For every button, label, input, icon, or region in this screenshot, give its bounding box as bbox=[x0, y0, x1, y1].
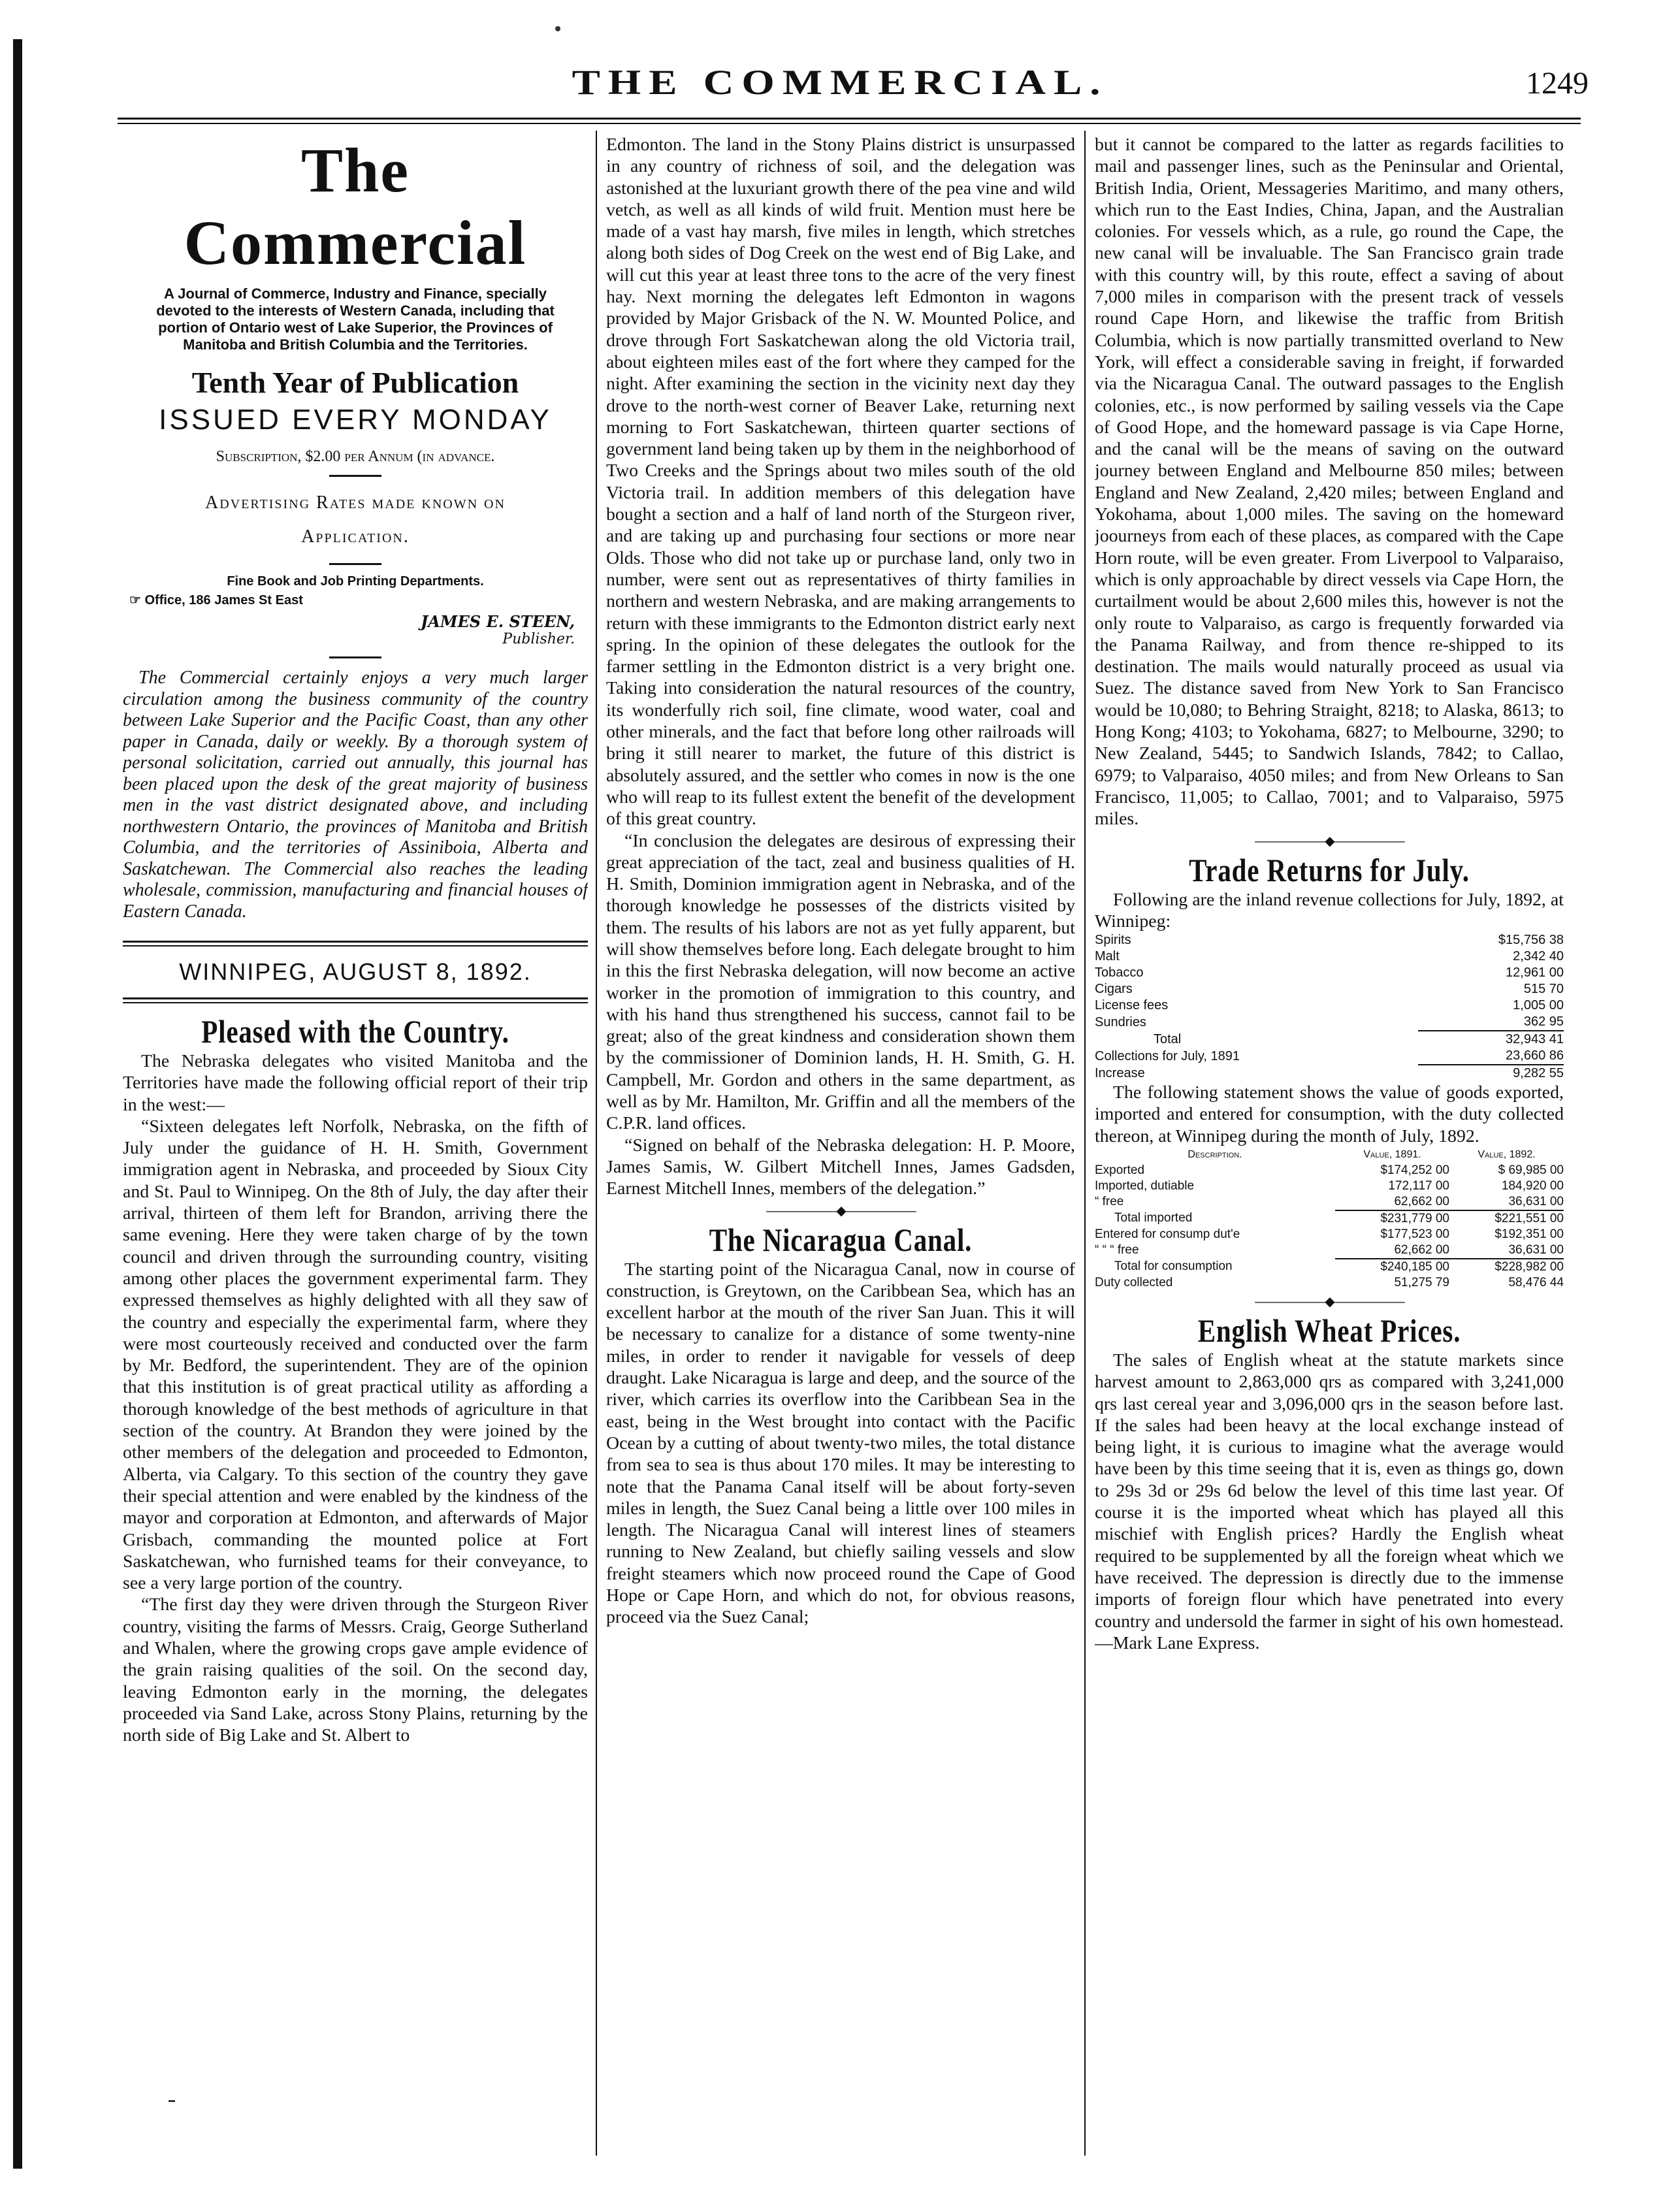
table-row bbox=[1095, 932, 1564, 948]
row-label: “ free bbox=[1095, 1195, 1124, 1209]
row-label: Entered for consump dut'e bbox=[1095, 1227, 1240, 1241]
headline-pleased: Pleased with the Country. bbox=[201, 1013, 509, 1050]
masthead-title: The Commercial bbox=[184, 135, 527, 278]
headline-wheat: English Wheat Prices. bbox=[1197, 1312, 1461, 1349]
article-pleased bbox=[123, 1050, 588, 1747]
revenue-table bbox=[1095, 932, 1564, 1082]
publisher-role: Publisher. bbox=[502, 631, 575, 647]
paragraph: The sales of English wheat at the statute markets since harvest amount to 2,863,000 qrs as compared with 3,241,000 qrs last cereal year and 3,096,000 qrs in the season before last. If the sales had been heavy at the local exchange instead of being light, it is curious to imagine what the average would have been by this time seeing that it is, even as things go, down to 29s 3d or 29s 6d below the level of this time last year. Of course it is the imported wheat which has played all this mischief with English prices? Hardly the English wheat required to be supplemented by all the foreign wheat which we have received. The depression is directly due to the immense imports of foreign flour which have penetrated into every country and undersold the farmer in sight of his own homestead.—Mark Lane Express. bbox=[1095, 1350, 1564, 1653]
duty-row bbox=[1095, 1275, 1564, 1291]
row-label: Total imported bbox=[1114, 1211, 1193, 1225]
total-row bbox=[1095, 1031, 1564, 1048]
running-title: THE COMMERCIAL. bbox=[572, 63, 1108, 102]
statement-header-row bbox=[1095, 1147, 1564, 1163]
row-value: 12,961 00 bbox=[1506, 965, 1564, 980]
advertising-line-1: Advertising Rates made known on bbox=[205, 493, 506, 513]
table-row bbox=[1095, 1163, 1564, 1178]
row-label: License fees bbox=[1095, 998, 1169, 1013]
paragraph: “Sixteen delegates left Norfolk, Nebraska, on the fifth of July under the guidance of H. H. Smith, Government immigration agent in Nebraska, and proceeded by Sioux City and St. Paul to Winnipeg. On the 8th of July, the day after their arrival, thirteen of them left for Brandon, arriving there the same evening. Here they were taken charge of by the town council and driven through the surrounding country, visiting among other places the government experimental farm. They expressed themselves as highly delighted with all they saw of the country and especially the experimental farm, where they were most courteously received and conducted over the farm by Mr. Bedford, the superintendent. They are of the opinion that this institution is of great practical utility as affording a thorough knowledge of the best methods of agriculture in that section of the country. At Brandon they were joined by the other members of the delegation and proceeded to Edmonton, Alberta, via Calgary. To this section of the country they gave their special attention and were enabled by the kindness of the mayor and corporation at Edmonton, and afterwards of Major Grisbach, commanding the mounted police at Fort Saskatchewan, who furnished teams for their conveyance, to see a very large portion of the country. bbox=[123, 1116, 588, 1594]
prev-row bbox=[1095, 1048, 1564, 1065]
article-wheat bbox=[1095, 1350, 1564, 1654]
row-label: Malt bbox=[1095, 949, 1120, 964]
tenth-year-line: Tenth Year of Publication bbox=[191, 366, 519, 399]
paragraph: Following are the inland revenue collections for July, 1892, at Winnipeg: bbox=[1095, 889, 1564, 931]
statement-intro bbox=[1095, 1082, 1564, 1147]
trade-intro bbox=[1095, 889, 1564, 933]
row-value: $15,756 38 bbox=[1498, 933, 1564, 948]
dateline-rule bbox=[123, 997, 588, 999]
table-row bbox=[1095, 1242, 1564, 1259]
column-2 bbox=[606, 134, 1075, 2178]
value-1891: 172,117 00 bbox=[1388, 1178, 1449, 1193]
column-1 bbox=[123, 134, 588, 2178]
headline-nicaragua: The Nicaragua Canal. bbox=[709, 1221, 973, 1258]
value-1891: $174,252 00 bbox=[1380, 1163, 1449, 1177]
pointing-hand-icon: ☞ bbox=[129, 593, 141, 607]
value-1892: $228,982 00 bbox=[1449, 1259, 1564, 1275]
dateline-rule-thin bbox=[123, 1002, 588, 1003]
paragraph: “Signed on behalf of the Nebraska delegation: H. P. Moore, James Samis, W. Gilbert Mitchell Innes, James Gadsden, Earnest Mitchell Innes, members of the delegation.” bbox=[606, 1135, 1075, 1199]
dateline-rule-thin bbox=[123, 945, 588, 947]
paragraph: but it cannot be compared to the latter as regards facilities to mail and passenger lines, such as the Peninsular and Oriental, British India, Orient, Messageries Maritimo, and many others, which run to the East Indies, China, Japan, and the Australian colonies. For vessels which, as a rule, go round the Cape, the new canal will be invaluable. The San Francisco grain trade with this country will, by this route, effect a saving of about 7,000 miles in comparison with the present track of vessels round Cape Horn, and likewise the traffic from British Columbia, which is now partially transmitted overland to New York, will effect a considerable saving in freight, if forwarded via the Nicaragua Canal. The outward passages to the English colonies, etc., is now performed by sailing vessels via the Cape of Good Hope, and the homeward passage is via Cape Horne, and the canal will be the means of saving on the outward journey between England and Melbourne 850 miles; between England and New Zealand, 2,420 miles; between England and Yokohama, about 1,000 miles. The saving on the homeward joourneys from each of these places, as compared with the Cape Horn route, will be even greater. From Liverpool to Valparaiso, which is only approachable by direct vessels via Cape Horn, the curtailment would be about 2,600 miles this, however is not the only route to Valparaiso, as cargo is frequently forwarded via the Panama Railway, and from thence re-shipped to its destination. The mails would naturally proceed as usual via Suez. The distance saved from New York to San Francisco would be 10,080; to Behring Straight, 8218; to Alaska, 8613; to Hong Kong; 4103; to Yokohama, 6827; to Melbourne, 3290; to New Zealand, 5445; to Sandwich Islands, 7842; to Callao, 6979; to Valparaiso, 4050 miles; and from New Orleans to San Francisco, 11,005; to Callao, 7001; and to Valparaiso, 5975 miles. bbox=[1095, 135, 1564, 830]
row-value: 2,342 40 bbox=[1513, 949, 1564, 964]
row-value: 362 95 bbox=[1523, 1014, 1564, 1029]
speck bbox=[555, 26, 560, 31]
value-1891: 62,662 00 bbox=[1394, 1194, 1449, 1208]
section-ornament: ——————◆—————— bbox=[1254, 832, 1404, 849]
increase-value: 9,282 55 bbox=[1418, 1065, 1564, 1082]
prev-value: 23,660 86 bbox=[1506, 1048, 1564, 1063]
value-1892: $221,551 00 bbox=[1449, 1210, 1564, 1227]
row-label: Tobacco bbox=[1095, 965, 1144, 980]
speck bbox=[169, 2100, 175, 2102]
value-1891: 62,662 00 bbox=[1394, 1242, 1449, 1257]
article-nicaragua-continued bbox=[1095, 134, 1564, 830]
section-ornament: ——————◆—————— bbox=[1254, 1293, 1404, 1309]
table-row bbox=[1095, 948, 1564, 965]
value-1891: $240,185 00 bbox=[1335, 1259, 1449, 1275]
row-label: Sundries bbox=[1095, 1014, 1146, 1029]
office-address: Office, 186 James St East bbox=[144, 593, 303, 607]
subscription-line: Subscription, $2.00 per Annum (in advance. bbox=[216, 448, 495, 465]
value-1892: 184,920 00 bbox=[1501, 1178, 1564, 1193]
column-header: Value, 1892. bbox=[1478, 1148, 1536, 1160]
table-row bbox=[1095, 1194, 1564, 1210]
short-rule bbox=[329, 563, 381, 565]
row-label: Spirits bbox=[1095, 933, 1131, 948]
table-row bbox=[1095, 981, 1564, 997]
table-row bbox=[1095, 1178, 1564, 1194]
value-1891: $231,779 00 bbox=[1335, 1210, 1449, 1227]
value-1891: $177,523 00 bbox=[1380, 1227, 1449, 1241]
paragraph: The Nebraska delegates who visited Manitoba and the Territories have made the following official report of their trip in the west:— bbox=[123, 1051, 588, 1115]
paragraph: “In conclusion the delegates are desirous of expressing their great appreciation of the tact, zeal and business qualities of H. H. Smith, Dominion immigration agent in Nebraska, and of the thorough knowledge he possesses of the districts visited by them. The results of his labors are not as yet fully apparent, but will show themselves before long. Each delegate brought to him in this the first Nebraska delegation, will now become an active worker in the promotion of immigration to this country, and with his hand thus strengthened his success, cannot fail to be great; also of the great kindness and consideration shown them by the commissioner of Dominion lands, H. H. Smith, G. H. Campbell, Mr. Gordon and others in the same department, as well as by Mr. Hamilton, Mr. Griffin and all the members of the C.P.R. land offices. bbox=[606, 830, 1075, 1134]
row-label: Exported bbox=[1095, 1163, 1145, 1177]
dateline-rule bbox=[123, 941, 588, 943]
table-row bbox=[1095, 997, 1564, 1014]
increase-row bbox=[1095, 1065, 1564, 1082]
paragraph: The following statement shows the value of goods exported, imported and entered for consumption, with the duty collected thereon, at Winnipeg during the month of July, 1892. bbox=[1095, 1082, 1564, 1146]
row-value: 515 70 bbox=[1523, 982, 1564, 997]
column-divider-2 bbox=[1084, 131, 1086, 2156]
row-label: “ “ “ free bbox=[1095, 1243, 1139, 1257]
issued-line: ISSUED EVERY MONDAY bbox=[159, 404, 552, 436]
short-rule bbox=[329, 656, 381, 658]
value-1892: 58,476 44 bbox=[1508, 1275, 1564, 1289]
column-divider-1 bbox=[596, 131, 597, 2156]
column-header: Description. bbox=[1187, 1148, 1242, 1160]
table-row bbox=[1095, 1014, 1564, 1031]
header-rule-thin bbox=[118, 123, 1581, 124]
section-ornament: ——————◆—————— bbox=[766, 1202, 916, 1218]
row-label: Duty collected bbox=[1095, 1275, 1173, 1289]
article-pleased-continued bbox=[606, 134, 1075, 1200]
publisher-name: JAMES E. STEEN, bbox=[420, 612, 575, 631]
value-1891: 51,275 79 bbox=[1394, 1275, 1449, 1289]
increase-label: Increase bbox=[1095, 1065, 1145, 1080]
value-1892: 36,631 00 bbox=[1508, 1242, 1564, 1257]
total-value: 32,943 41 bbox=[1418, 1031, 1564, 1048]
total-consumption-row bbox=[1095, 1259, 1564, 1275]
column-3 bbox=[1095, 134, 1564, 2178]
printing-line: Fine Book and Job Printing Departments. bbox=[227, 574, 484, 589]
circulation-notice: The Commercial certainly enjoys a very much larger circulation among the business community of the country between Lake Superior and the Pacific Coast, than any other paper in Canada, daily or weekly. By a thorough system of personal solicitation, carried out annually, this journal has been placed upon the desk of the great majority of business men in the vast district designated above, and including northwestern Ontario, the provinces of Manitoba and British Columbia, and the territories of Assiniboia, Alberta and Saskatchewan. The Commercial also reaches the leading wholesale, commission, manufacturing and financial houses of Eastern Canada. bbox=[123, 668, 588, 922]
paragraph: Edmonton. The land in the Stony Plains district is unsurpassed in any country of richness of soil, and the delegation was astonished at the luxuriant growth there of the pea vine and wild vetch, as well as all kinds of wild fruit. Mention must here be made of a vast hay marsh, five miles in length, which stretches along both sides of Dog Creek on the west end of Big Lake, and will cut this year at least three tons to the acre of the very finest hay. Next morning the delegates left Edmonton in wagons provided by Major Grisback of the N. W. Mounted Police, and drove through Fort Saskatchewan along the old Victoria trail, about eighteen miles east of the fort where they camped for the night. After examining the section in the vicinity next day they drove to the north-west corner of Beaver Lake, returning next morning to Fort Saskatchewan, thirteen quarter sections of government land being taken up by them in the neighborhood of Two Creeks and the Springs about two miles south of the old Victoria trail. In addition members of this delegation have bought a section and a half of land north of the Sturgeon river, and are taking up and purchasing four sections or more near Olds. Those who did not take up or purchase land, only two in number, were sent out as representatives of thirty families in northern and western Nebraska, and are making arrangements to return with these immigrants to the Edmonton district early next spring. In the opinion of these delegates the outlook for the farmer settling in the Edmonton district is a very bright one. Taking into consideration the natural resources of the country, its wonderfully rich soil, fine climate, wood water, coal and other minerals, and the fact that before long other railroads will bring it still nearer to market, the future of this district is absolutely assured, and the settler who comes in now is the one who will reap to its fullest extent the benefit of the development of this great country. bbox=[606, 135, 1075, 830]
table-row bbox=[1095, 1227, 1564, 1242]
total-label: Total bbox=[1154, 1031, 1182, 1046]
paragraph: “The first day they were driven through the Sturgeon River country, visiting the farms of Messrs. Craig, George Sutherland and Whalen, where the growing crops gave ample evidence of the grain raising qualities of the soil. On the second day, leaving Edmonton early in the morning, the delegates proceeded via Sand Lake, across Stony Plains, returning by the north side of Big Lake and St. Albert to bbox=[123, 1594, 588, 1746]
row-label: Cigars bbox=[1095, 982, 1133, 997]
value-1892: $ 69,985 00 bbox=[1498, 1163, 1564, 1177]
row-value: 1,005 00 bbox=[1513, 998, 1564, 1013]
advertising-line-2: Application. bbox=[301, 526, 410, 547]
statement-table bbox=[1095, 1147, 1564, 1291]
column-header: Value, 1891. bbox=[1363, 1148, 1421, 1160]
table-row bbox=[1095, 965, 1564, 981]
dateline: WINNIPEG, AUGUST 8, 1892. bbox=[179, 958, 532, 985]
scan-edge-bar bbox=[13, 39, 22, 2169]
office-line bbox=[129, 592, 588, 608]
article-nicaragua bbox=[606, 1259, 1075, 1628]
prev-label: Collections for July, 1891 bbox=[1095, 1048, 1240, 1063]
total-imported-row bbox=[1095, 1210, 1564, 1227]
row-label: Total for consumption bbox=[1114, 1259, 1233, 1274]
value-1892: 36,631 00 bbox=[1508, 1194, 1564, 1208]
short-rule bbox=[329, 475, 381, 477]
value-1892: $192,351 00 bbox=[1494, 1227, 1564, 1241]
row-label: Imported, dutiable bbox=[1095, 1178, 1195, 1193]
headline-trade: Trade Returns for July. bbox=[1189, 851, 1470, 888]
paragraph: The starting point of the Nicaragua Canal, now in course of construction, is Greytown, on the Caribbean Sea, which has an excellent harbor at the mouth of the river San Juan. This it will be necessary to canalize for a distance of some twenty-nine miles, in order to render it navigable for vessels of deep draught. Lake Nicaragua is large and deep, and the source of the river, which carries its overflow into the Caribbean Sea in the east, being in the West brought into contact with the Pacific Ocean by a cutting of about twenty-two miles, the total distance from sea to sea is thus about 170 miles. It may be interesting to note that the Panama Canal itself will be about forty-seven miles in length, the Suez Canal being a little over 100 miles in length. The Nicaragua Canal will interest lines of steamers running to New Zealand, but chiefly sailing vessels and slow freight steamers which now proceed round the Cape of Good Hope or Cape Horn, and which do not, for obvious reasons, proceed via the Suez Canal; bbox=[606, 1259, 1075, 1628]
header-rule bbox=[118, 118, 1581, 120]
masthead-description: A Journal of Commerce, Industry and Finance, specially devoted to the interests of Western Canada, including that portion of Ontario west of Lake Superior, the Provinces of Manitoba and British Columbia and the Territories. bbox=[156, 285, 555, 353]
page-number: 1249 bbox=[1526, 66, 1589, 101]
